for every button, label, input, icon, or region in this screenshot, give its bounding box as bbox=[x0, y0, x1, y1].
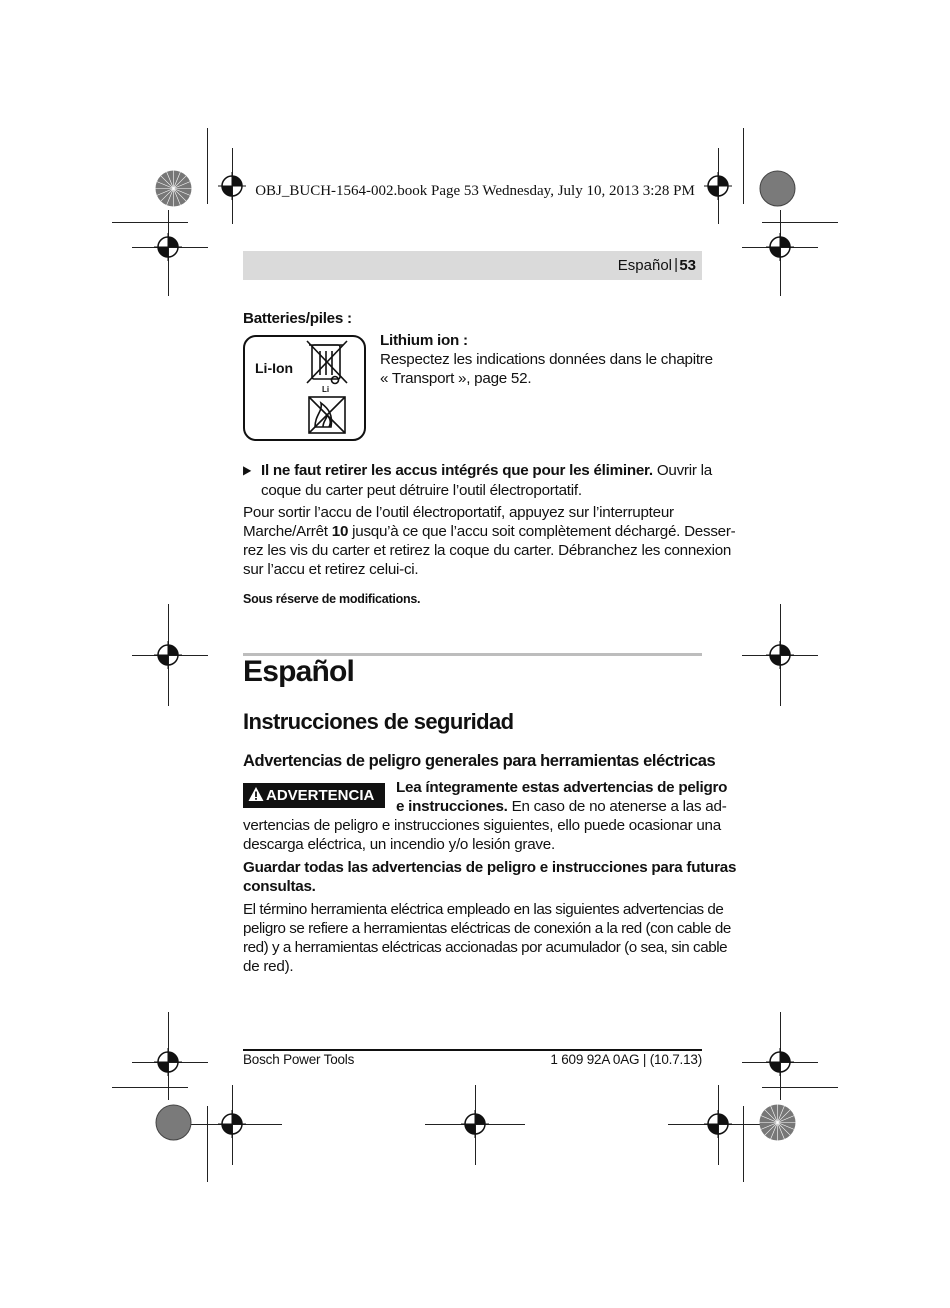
header-section: Español bbox=[617, 257, 672, 274]
term-line3: red) y a herramientas eléctricas accionadas por acumulador (o sea, sin cable bbox=[243, 939, 728, 956]
para-line2 bbox=[243, 522, 736, 542]
notice-bold: Il ne faut retirer les accus intégrés que pour les éliminer. bbox=[261, 462, 653, 479]
notice-line2: coque du carter peut détruire l’outil électroportatif. bbox=[261, 482, 582, 499]
registration-mark-icon bbox=[154, 1048, 182, 1076]
batteries-heading: Batteries/piles : bbox=[243, 310, 352, 327]
registration-mark-icon bbox=[218, 1110, 246, 1138]
registration-mark-icon bbox=[766, 1048, 794, 1076]
para-line1: Pour sortir l’accu de l’outil électroportatif, appuyez sur l’interrupteur bbox=[243, 504, 674, 521]
warn-rest2: En caso de no atenerse a las ad- bbox=[507, 798, 727, 815]
registration-mark-icon bbox=[766, 233, 794, 261]
warn-bold2: e instrucciones. bbox=[396, 798, 508, 815]
page-number: 53 bbox=[679, 257, 696, 274]
warning-triangle-icon bbox=[248, 786, 264, 802]
warning-badge bbox=[243, 783, 385, 808]
li-ion-badge-text: Li-Ion bbox=[255, 360, 294, 376]
warn-line3: vertencias de peligro e instrucciones siguientes, ello puede ocasionar una bbox=[243, 817, 721, 834]
section-subtitle: Instrucciones de seguridad bbox=[243, 709, 514, 734]
li-ion-recycling-symbol-icon bbox=[243, 335, 366, 441]
term-line2: peligro se refiere a herramientas eléctricas de conexión a la red (con cable de bbox=[243, 920, 731, 937]
section-title: Español bbox=[243, 655, 355, 688]
footer-rule bbox=[243, 1049, 702, 1051]
term-line4: de red). bbox=[243, 958, 294, 975]
registration-mark-icon bbox=[461, 1110, 489, 1138]
footer-code: 1 609 92A 0AG | (10.7.13) bbox=[550, 1052, 702, 1067]
print-slug: OBJ_BUCH-1564-002.book Page 53 Wednesday, July 10, 2013 3:28 PM bbox=[255, 183, 695, 199]
term-line1: El término herramienta eléctrica empleado en las siguientes advertencias de bbox=[243, 901, 724, 918]
lithium-text-line2: « Transport », page 52. bbox=[380, 370, 532, 387]
warning-label: ADVERTENCIA bbox=[266, 787, 375, 804]
registration-mark-icon bbox=[154, 641, 182, 669]
para-line2-c: jusqu’à ce que l’accu soit complètement déchargé. Desser- bbox=[348, 523, 736, 540]
warn-line4: descarga eléctrica, un incendio y/o lesión grave. bbox=[243, 836, 555, 853]
lithium-text-line1: Respectez les indications données dans le chapitre bbox=[380, 351, 713, 368]
crop-line bbox=[762, 1087, 838, 1088]
registration-mark-icon bbox=[154, 233, 182, 261]
warn-line2 bbox=[396, 797, 727, 817]
lithium-title: Lithium ion : bbox=[380, 332, 468, 349]
para-ref-number: 10 bbox=[331, 523, 349, 540]
star-target-icon bbox=[759, 1104, 796, 1141]
notice-line1 bbox=[261, 461, 712, 481]
crop-line bbox=[207, 1106, 208, 1182]
crop-line bbox=[762, 222, 838, 223]
registration-mark-icon bbox=[704, 1110, 732, 1138]
notice-rest: Ouvrir la bbox=[652, 462, 712, 479]
para-line4: sur l’accu et retirez celui-ci. bbox=[243, 561, 419, 578]
footer-brand: Bosch Power Tools bbox=[243, 1052, 355, 1067]
keep-line2: consultas. bbox=[243, 878, 316, 895]
para-line2-a: Marche/Arrêt bbox=[243, 523, 332, 540]
running-header bbox=[243, 251, 702, 280]
registration-mark-icon bbox=[766, 641, 794, 669]
warnings-heading: Advertencias de peligro generales para herramientas eléctricas bbox=[243, 752, 716, 770]
reserve-note: Sous réserve de modifications. bbox=[243, 592, 421, 606]
header-separator: | bbox=[674, 256, 678, 273]
keep-line1: Guardar todas las advertencias de peligro e instrucciones para futuras bbox=[243, 859, 737, 876]
para-line3: rez les vis du carter et retirez la coque du carter. Débranchez les connexion bbox=[243, 542, 732, 559]
bullet-arrow-icon: ▶ bbox=[243, 463, 252, 477]
crop-line bbox=[112, 1087, 188, 1088]
warn-line1: Lea íntegramente estas advertencias de peligro bbox=[396, 779, 728, 796]
crop-line bbox=[112, 222, 188, 223]
gray-dot-icon bbox=[155, 1104, 192, 1141]
crop-line bbox=[743, 1106, 744, 1182]
li-badge-small: Li bbox=[322, 385, 330, 394]
